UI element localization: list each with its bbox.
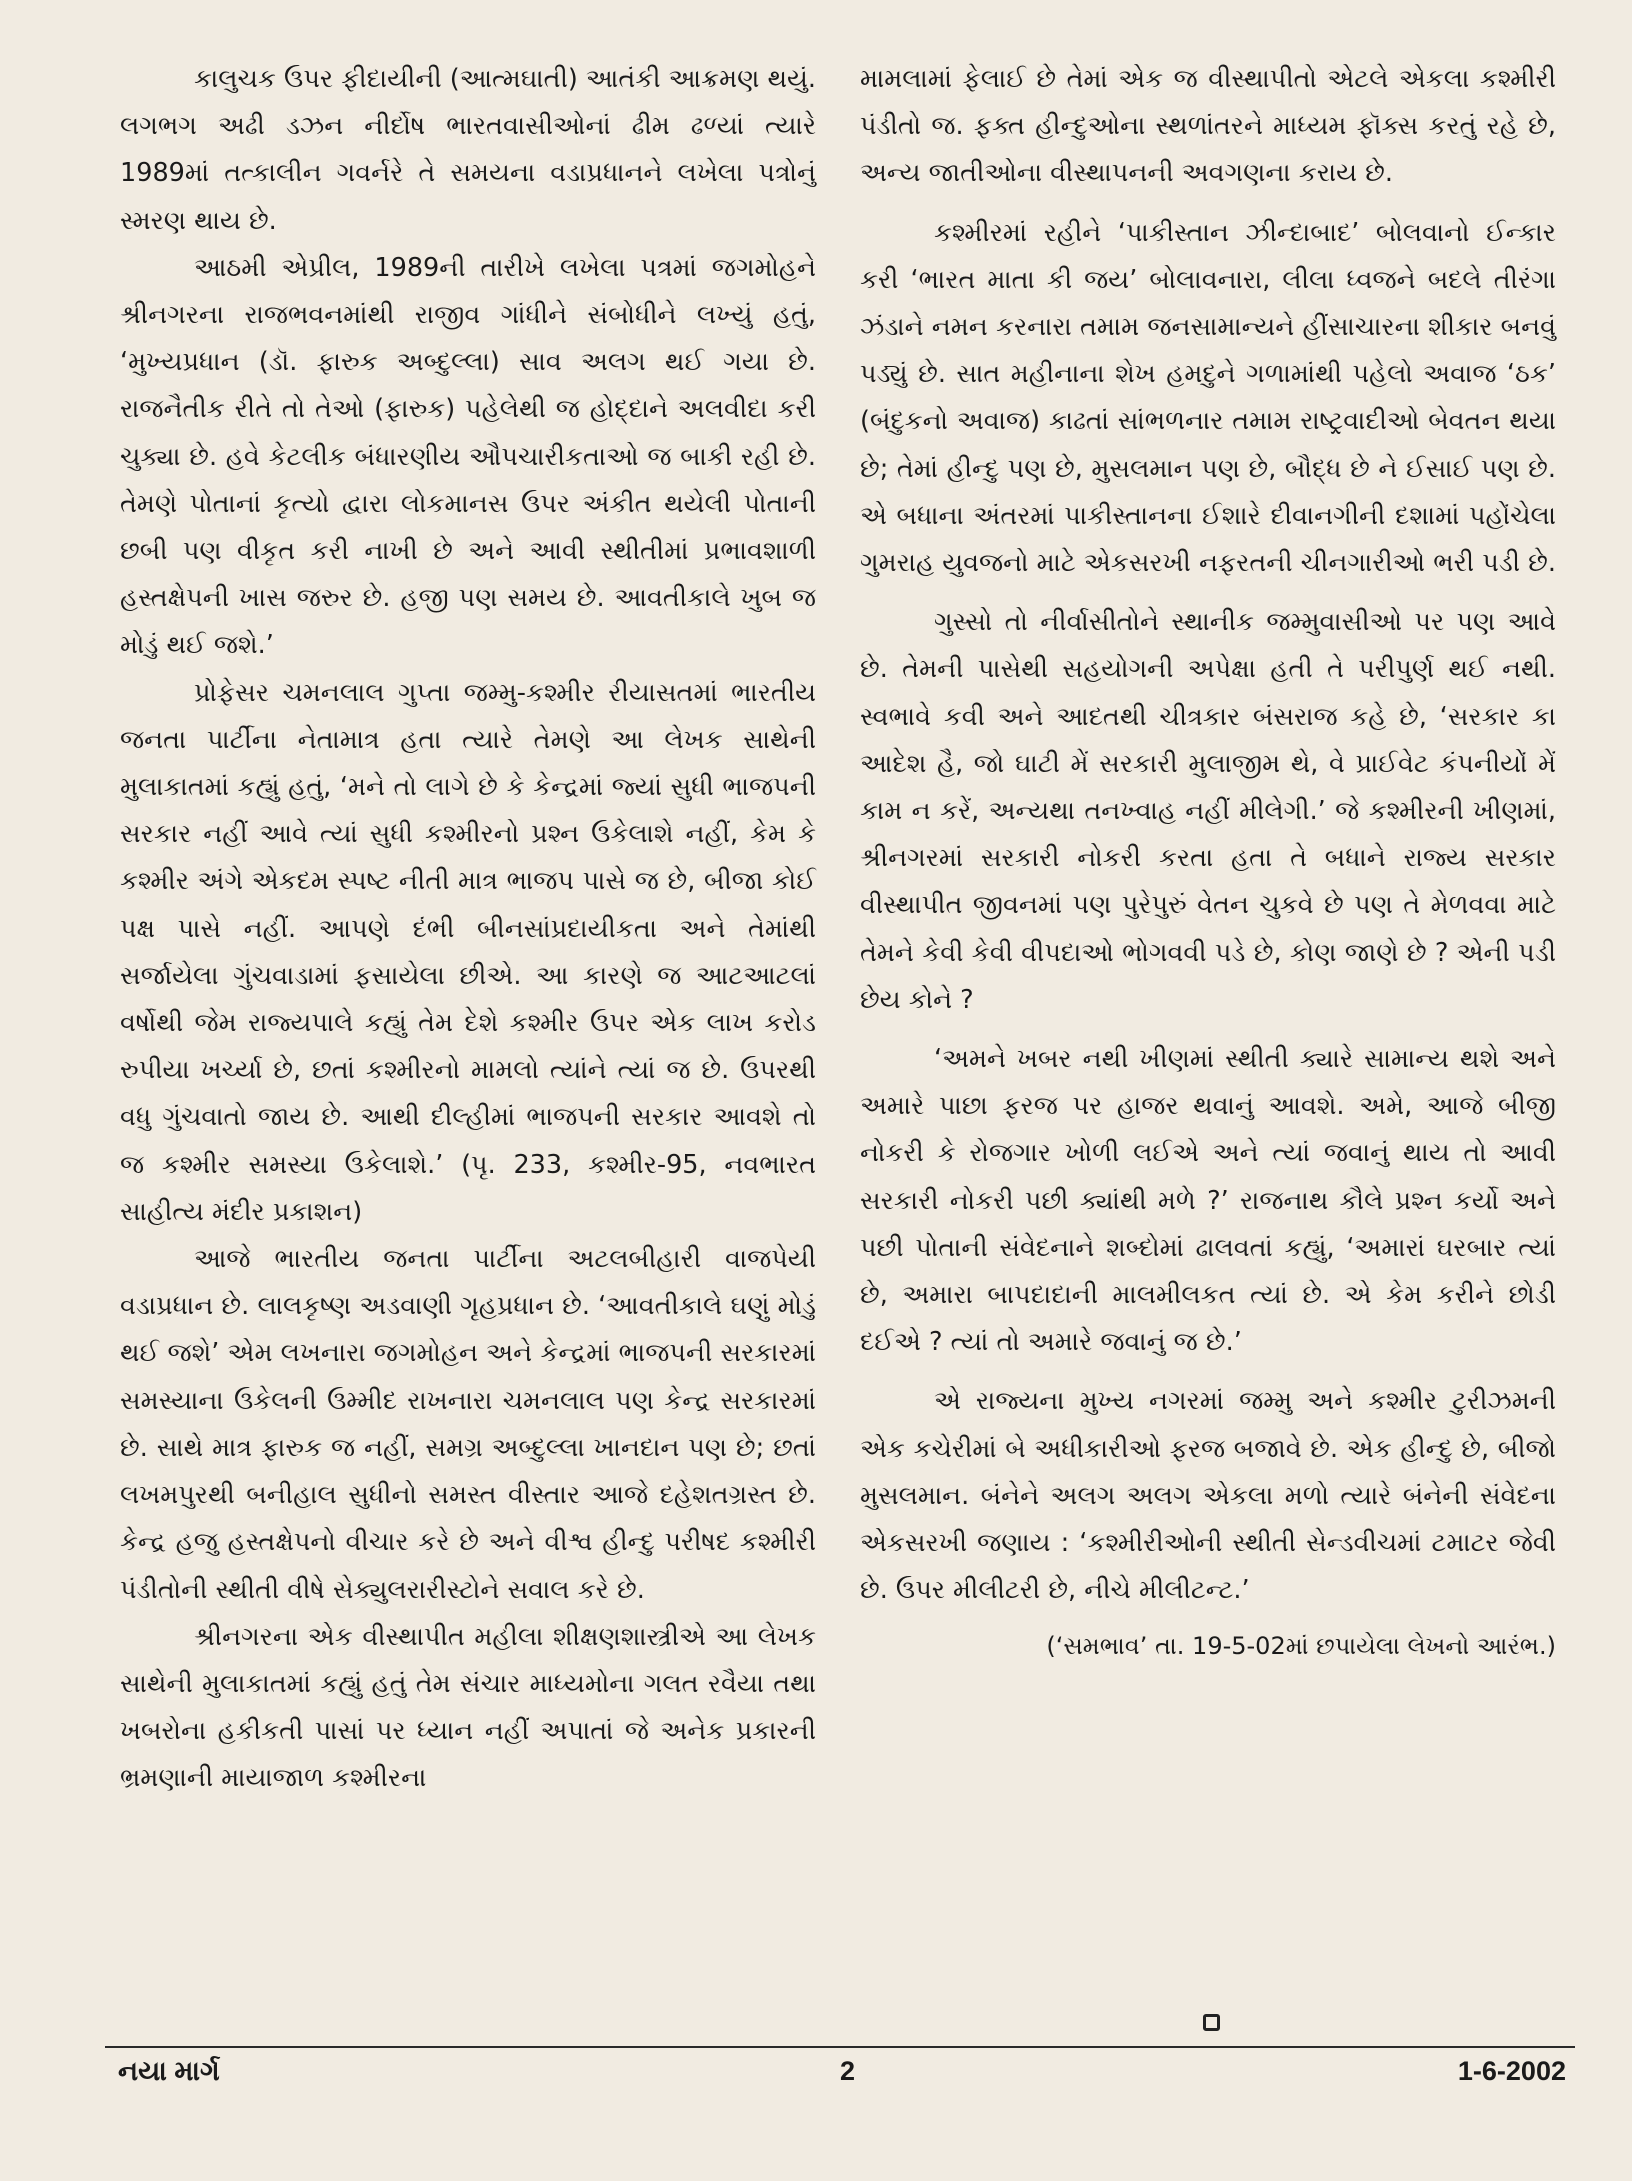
paragraph: આજે ભારતીય જનતા પાર્ટીના અટલબીહારી વાજપેયી વડાપ્રધાન છે. લાલકૃષ્ણ અડવાણી ગૃહપ્રધાન છે. ‘આવતીકાલે ઘણું મોડું થઈ જશે’ એમ લખનારા જગમોહન અને કેન્દ્રમાં ભાજપની સરકારમાં સમસ્યાના ઉકેલની ઉમ્મીદ રાખનારા ચમનલાલ પણ કેન્દ્ર સરકારમાં છે. સાથે માત્ર ફારુક જ નહીં, સમગ્ર અબ્દુલ્લા ખાનદાન પણ છે; છતાં લખમપુરથી બનીહાલ સુધીનો સમસ્ત વીસ્તાર આજે દહેશતગ્રસ્ત છે. કેન્દ્ર હજુ હસ્તક્ષેપનો વીચાર કરે છે અને વીશ્વ હીન્દુ પરીષદ કશ્મીરી પંડીતોની સ્થીતી વીષે સેક્યુલરારીસ્ટોને સવાલ કરે છે. [120,1244,816,1605]
paragraph: કાલુચક ઉપર ફીદાયીની (આત્મઘાતી) આતંકી આક્રમણ થયું. લગભગ અઢી ડઝન નીર્દોષ ભારતવાસીઓનાં ઢીમ ઢળ્યાં ત્યારે 1989માં તત્કાલીન ગવર્નરે તે સમયના વડાપ્રધાનને લખેલા પત્રોનું સ્મરણ થાય છે. [120,64,817,236]
paragraph: પ્રોફેસર ચમનલાલ ગુપ્તા જમ્મુ-કશ્મીર રીયાસતમાં ભારતીય જનતા પાર્ટીના નેતામાત્ર હતા ત્યારે તેમણે આ લેખક સાથેની મુલાકાતમાં કહ્યું હતું, ‘મને તો લાગે છે કે કેન્દ્રમાં જ્યાં સુધી ભાજપની સરકાર નહીં આવે ત્યાં સુધી કશ્મીરનો પ્રશ્ન ઉકેલાશે નહીં, કેમ કે કશ્મીર અંગે એકદમ સ્પષ્ટ નીતી માત્ર ભાજપ પાસે જ છે, બીજા કોઈ પક્ષ પાસે નહીં. આપણે દંભી બીનસાંપ્રદાયીકતા અને તેમાંથી સર્જાયેલા ગુંચવાડામાં ફસાયેલા છીએ. આ કારણે જ આટઆટલાં વર્ષોથી જેમ રાજ્યપાલે કહ્યું તેમ દેશે કશ્મીર ઉપર એક લાખ કરોડ રુપીયા ખર્ચ્યા છે, છતાં કશ્મીરનો મામલો ત્યાંને ત્યાં જ છે. ઉપરથી વધુ ગુંચવાતો જાય છે. આથી દીલ્હીમાં ભાજપની સરકાર આવશે તો જ કશ્મીર સમસ્યા ઉકેલાશે.’ (પૃ. 233, કશ્મીર-95, નવભારત સાહીત્ય મંદીર પ્રકાશન) [120,677,816,1227]
footer-divider [105,2046,1575,2048]
paragraph: આઠમી એપ્રીલ, 1989ની તારીખે લખેલા પત્રમાં જગમોહને શ્રીનગરના રાજભવનમાંથી રાજીવ ગાંધીને સંબોધીને લખ્યું હતું, ‘મુખ્યપ્રધાન (ડૉ. ફારુક અબ્દુલ્લા) સાવ અલગ થઈ ગયા છે. રાજનૈતીક રીતે તો તેઓ (ફારુક) પહેલેથી જ હોદ્દાને અલવીદા કરી ચુક્યા છે. હવે કેટલીક બંધારણીય ઔપચારીકતાઓ જ બાકી રહી છે. તેમણે પોતાનાં કૃત્યો દ્વારા લોકમાનસ ઉપર અંકીત થયેલી પોતાની છબી પણ વીકૃત કરી નાખી છે અને આવી સ્થીતીમાં પ્રભાવશાળી હસ્તક્ષેપની ખાસ જરુર છે. હજી પણ સમય છે. આવતીકાલે ખુબ જ મોડું થઈ જશે.’ [120,252,816,661]
paragraph: મામલામાં ફેલાઈ છે તેમાં એક જ વીસ્થાપીતો એટલે એકલા કશ્મીરી પંડીતો જ. ફક્ત હીન્દુઓના સ્થળાંતરને માધ્યમ ફૉક્સ કરતું રહે છે, અન્ય જાતીઓના વીસ્થાપનની અવગણના કરાય છે. [860,64,1556,189]
paragraph: એ રાજ્યના મુખ્ય નગરમાં જમ્મુ અને કશ્મીર ટુરીઝમની એક કચેરીમાં બે અધીકારીઓ ફરજ બજાવે છે. એક હીન્દુ છે, બીજો મુસલમાન. બંનેને અલગ અલગ એકલા મળો ત્યારે બંનેની સંવેદના એકસરખી જણાય : ‘કશ્મીરીઓની સ્થીતી સેન્ડવીચમાં ટમાટર જેવી છે. ઉપર મીલીટરી છે, નીચે મીલીટન્ટ.’ [860,1386,1556,1606]
paragraph: શ્રીનગરના એક વીસ્થાપીત મહીલા શીક્ષણશાસ્ત્રીએ આ લેખક સાથેની મુલાકાતમાં કહ્યું હતું તેમ સંચાર માધ્યમોના ગલત રવૈયા તથા ખબરોના હકીકતી પાસાં પર ધ્યાન નહીં અપાતાં જે અનેક પ્રકારની ભ્રમણાની માયાજાળ કશ્મીરના [120,1621,816,1794]
issue-date: 1-6-2002 [1457,2056,1566,2086]
paragraph: ગુસ્સો તો નીર્વાસીતોને સ્થાનીક જમ્મુવાસીઓ પર પણ આવે છે. તેમની પાસેથી સહયોગની અપેક્ષા હતી તે પરીપુર્ણ થઈ નથી. સ્વભાવે કવી અને આદતથી ચીત્રકાર બંસરાજ કહે છે, ‘સરકાર કા આદેશ હૈ, જો ઘાટી મેં સરકારી મુલાજીમ થે, વે પ્રાઈવેટ કંપનીયોં મેં કામ ન કરેં, અન્યથા તનખ્વાહ નહીં મીલેગી.’ જે કશ્મીરની ખીણમાં, શ્રીનગરમાં સરકારી નોકરી કરતા હતા તે બધાને રાજ્ય સરકાર વીસ્થાપીત જીવનમાં પણ પુરેપુરું વેતન ચુકવે છે પણ તે મેળવવા માટે તેમને કેવી કેવી વીપદાઓ ભોગવવી પડે છે, કોણ જાણે છે ? એની પડી છેય કોને ? [860,607,1556,1015]
right-column [860,56,1556,1670]
paragraph: ‘અમને ખબર નથી ખીણમાં સ્થીતી ક્યારે સામાન્ય થશે અને અમારે પાછા ફરજ પર હાજર થવાનું આવશે. અમે, આજે બીજી નોકરી કે રોજગાર ખોળી લઈએ અને ત્યાં જવાનું થાય તો આવી સરકારી નોકરી પછી ક્યાંથી મળે ?’ રાજનાથ કૌલે પ્રશ્ન કર્યો અને પછી પોતાની સંવેદનાને શબ્દોમાં ઢાલવતાં કહ્યું, ‘અમારાં ઘરબાર ત્યાં છે, અમારા બાપદાદાની માલમીલકત ત્યાં છે. એ કેમ કરીને છોડી દઈએ ? ત્યાં તો અમારે જવાનું જ છે.’ [860,1044,1556,1358]
paragraph: કશ્મીરમાં રહીને ‘પાકીસ્તાન ઝીન્દાબાદ’ બોલવાનો ઈન્કાર કરી ‘ભારત માતા કી જય’ બોલાવનારા, લીલા ધ્વજને બદલે તીરંગા ઝંડાને નમન કરનારા તમામ જનસામાન્યને હીંસાચારના શીકાર બનવું પડ્યું છે. સાત મહીનાના શેખ હમદુને ગળામાંથી પહેલો અવાજ ‘ઠક’ (બંદુકનો અવાજ) કાઢતાં સાંભળનાર તમામ રાષ્ટ્રવાદીઓ બેવતન થયા છે; તેમાં હીન્દુ પણ છે, મુસલમાન પણ છે, બૌદ્ધ છે ને ઈસાઈ પણ છે. એ બધાના અંતરમાં પાકીસ્તાનના ઈશારે દીવાનગીની દશામાં પહોંચેલા ગુમરાહ યુવજનો માટે એકસરખી નફરતની ચીનગારીઓ ભરી પડી છે. [860,217,1556,579]
end-of-article-icon [1203,2014,1220,2031]
page-number: 2 [840,2056,856,2086]
source-citation: (‘સમભાવ’ તા. 19-5-02માં છપાયેલા લેખનો આરંભ.) [1046,1631,1556,1660]
left-column [120,56,816,1803]
magazine-name: નયા માર્ગ [118,2056,220,2086]
